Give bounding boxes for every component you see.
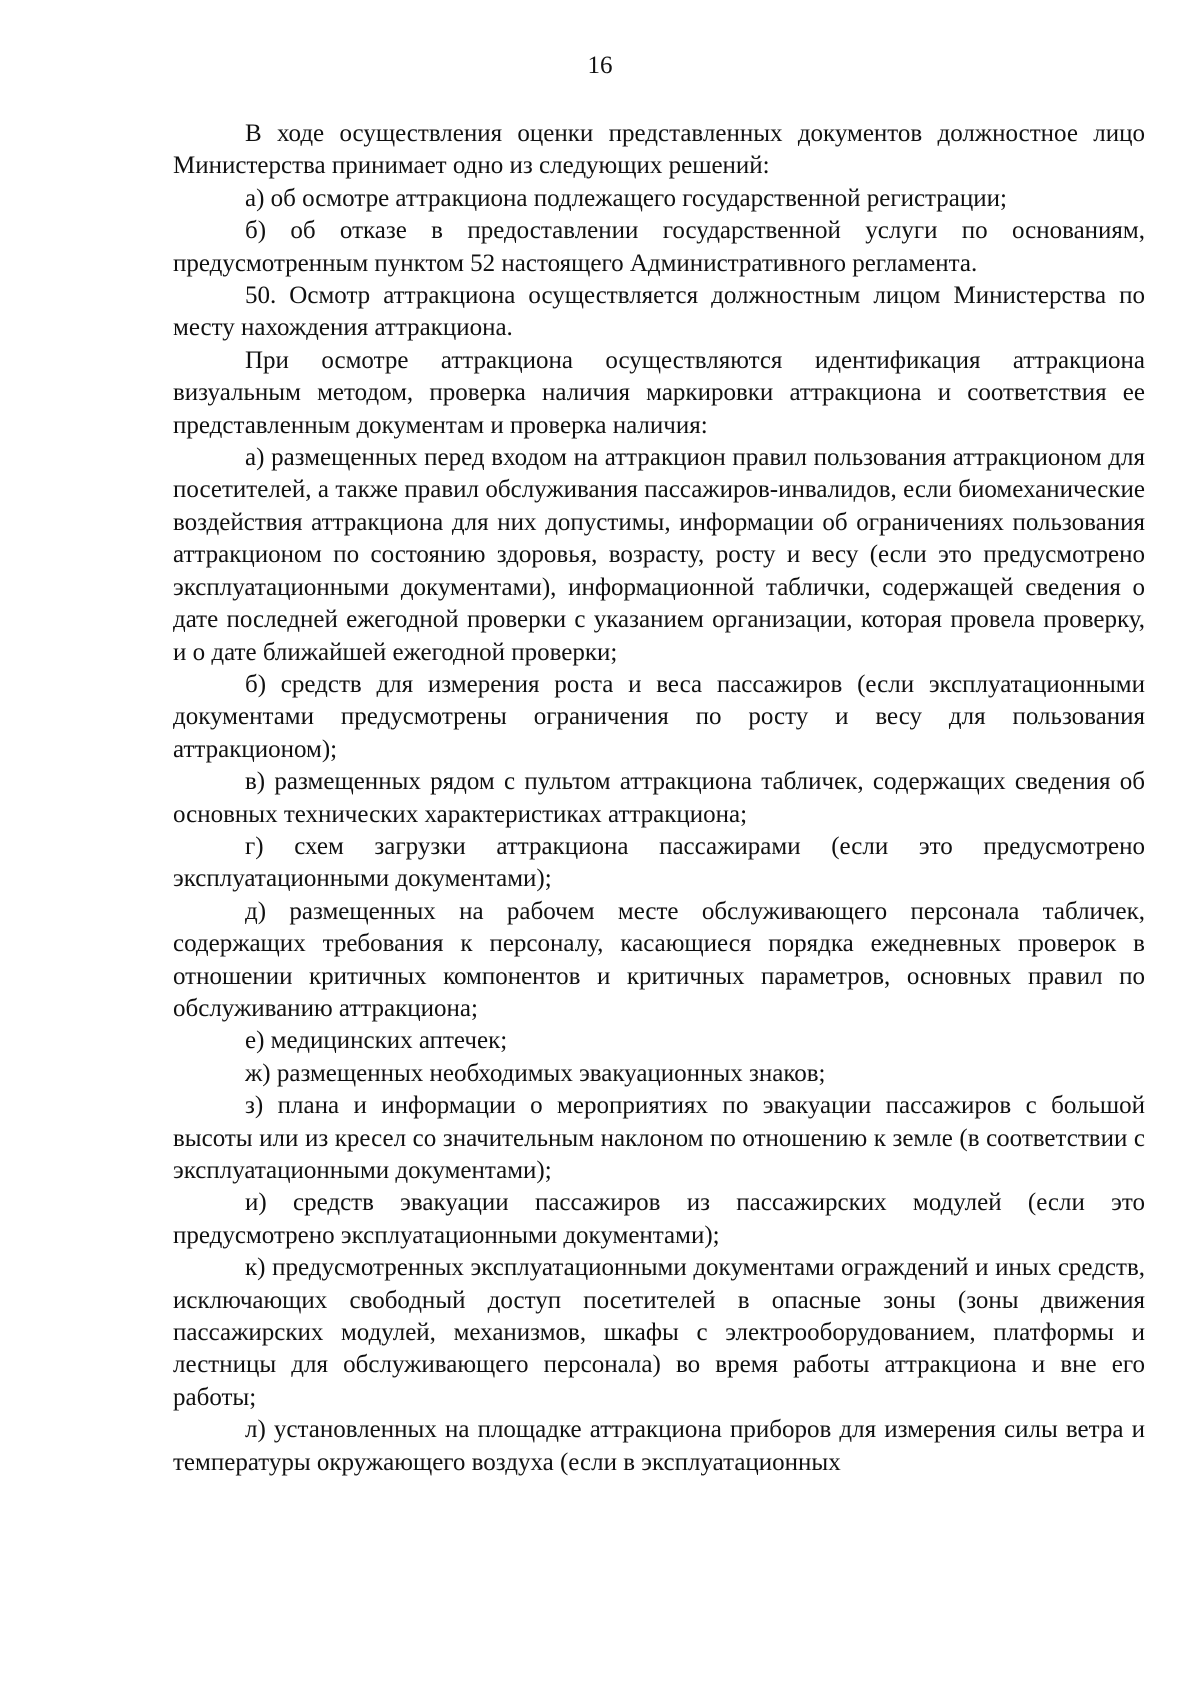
paragraph: з) плана и информации о мероприятиях по эвакуации пассажиров с большой высоты или из кресел со значительным наклоном по отношению к земле (в соответствии с эксплуатационными документами); xyxy=(173,1092,1145,1184)
document-body xyxy=(173,118,1145,1479)
paragraph: к) предусмотренных эксплуатационными документами ограждений и иных средств, исключающих свободный доступ посетителей в опасные зоны (зоны движения пассажирских модулей, механизмов, шкафы с электрооборудованием, платформы и лестницы для обслуживающего персонала) во время работы аттракциона и вне его работы; xyxy=(173,1254,1145,1411)
paragraph: л) установленных на площадке аттракциона приборов для измерения силы ветра и температуры окружающего воздуха (если в эксплуатационных xyxy=(173,1416,1145,1476)
page-number: 16 xyxy=(587,52,613,79)
paragraph: г) схем загрузки аттракциона пассажирами (если это предусмотрено эксплуатационными документами); xyxy=(173,832,1145,893)
paragraph: При осмотре аттракциона осуществляются идентификация аттракциона визуальным методом, проверка наличия маркировки аттракциона и соответствия ее представленным документам и проверка наличия: xyxy=(173,346,1145,439)
paragraph: в) размещенных рядом с пультом аттракциона табличек, содержащих сведения об основных технических характеристиках аттракциона; xyxy=(173,768,1145,828)
paragraph: б) об отказе в предоставлении государственной услуги по основаниям, предусмотренным пунктом 52 настоящего Административного регламента. xyxy=(173,217,1145,277)
paragraph: а) размещенных перед входом на аттракцион правил пользования аттракционом для посетителей, а также правил обслуживания пассажиров-инвалидов, если биомеханические воздействия аттракциона для них допустимы, информации об ограничениях пользования аттракционом по состоянию здоровья, возрасту, росту и весу (если это предусмотрено эксплуатационными документами), информационной таблички, содержащей сведения о дате последней ежегодной проверки с указанием организации, которая провела проверку, и о дате ближайшей ежегодной проверки; xyxy=(173,444,1145,666)
paragraph: В ходе осуществления оценки представленных документов должностное лицо Министерства принимает одно из следующих решений: xyxy=(173,120,1145,180)
paragraph: и) средств эвакуации пассажиров из пассажирских модулей (если это предусмотрено эксплуатационными документами); xyxy=(173,1189,1145,1249)
paragraph: ж) размещенных необходимых эвакуационных знаков; xyxy=(245,1059,826,1087)
paragraph: 50. Осмотр аттракциона осуществляется должностным лицом Министерства по месту нахождения аттракциона. xyxy=(173,282,1145,342)
paragraph: е) медицинских аптечек; xyxy=(245,1027,508,1055)
paragraph: д) размещенных на рабочем месте обслуживающего персонала табличек, содержащих требования к персоналу, касающиеся порядка ежедневных проверок в отношении критичных компонентов и критичных параметров, основных правил по обслуживанию аттракциона; xyxy=(173,897,1145,1022)
paragraph: б) средств для измерения роста и веса пассажиров (если эксплуатационными документами предусмотрены ограничения по росту и весу для пользования аттракционом); xyxy=(173,670,1145,763)
paragraph: а) об осмотре аттракциона подлежащего государственной регистрации; xyxy=(245,184,1007,212)
